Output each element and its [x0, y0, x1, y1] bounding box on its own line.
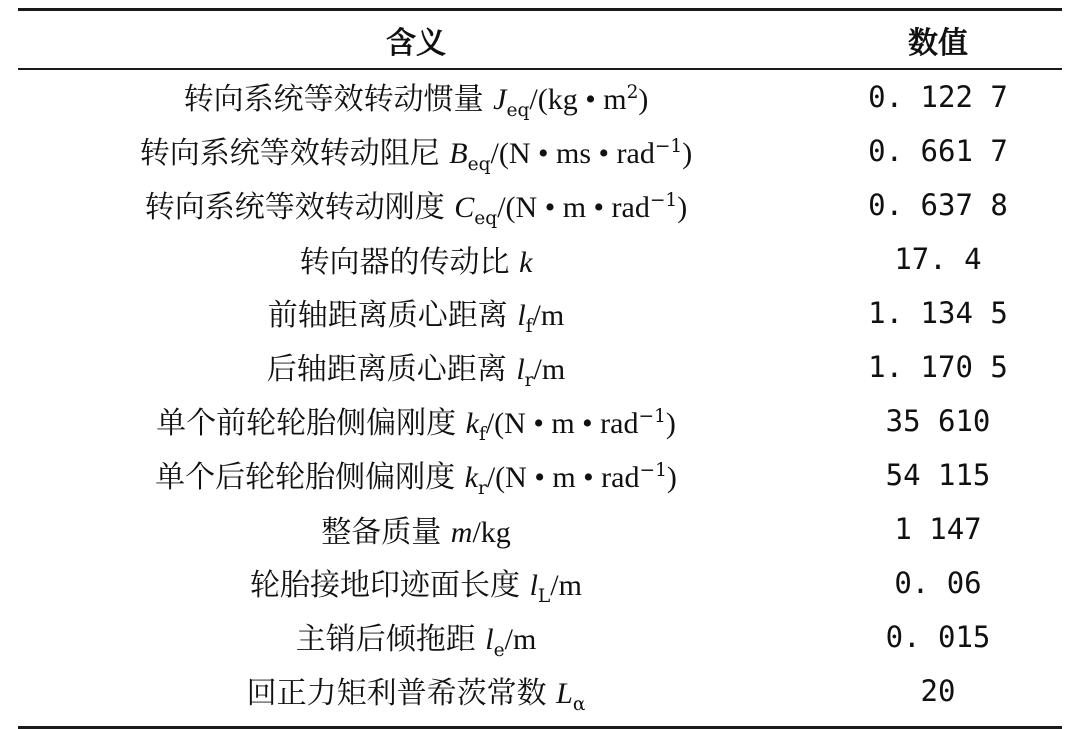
header-value: 数值	[908, 25, 968, 61]
param-unit-exponent: 2	[626, 81, 639, 103]
param-symbol: l	[517, 298, 526, 332]
param-label: 单个后轮轮胎侧偏刚度	[155, 459, 456, 495]
param-subscript: f	[525, 315, 533, 337]
param-label: 后轴距离质心距离	[266, 351, 507, 387]
table-row	[18, 394, 1062, 448]
param-symbol: l	[516, 352, 525, 386]
param-subscript: eq	[467, 153, 491, 175]
param-symbol: B	[449, 136, 468, 170]
param-unit: /(N • m • rad	[497, 190, 650, 224]
param-symbol: l	[529, 568, 538, 602]
table-row	[18, 232, 1062, 286]
cell-value: 1. 134 5	[868, 296, 1008, 330]
param-unit-close: )	[665, 406, 676, 440]
table-row	[18, 556, 1062, 610]
param-unit-exponent: −1	[654, 135, 683, 157]
param-label: 转向器的传动比	[299, 245, 510, 280]
param-subscript: α	[572, 693, 586, 715]
cell-meaning	[18, 614, 814, 661]
param-unit: /(N • ms • rad	[490, 136, 655, 170]
cell-meaning	[18, 507, 814, 551]
parameter-table	[18, 8, 1062, 729]
param-unit: /(kg • m	[529, 82, 627, 116]
param-label: 整备质量	[321, 515, 442, 550]
table-row	[18, 286, 1062, 340]
cell-meaning	[18, 668, 814, 715]
param-label: 转向系统等效转动阻尼	[139, 135, 440, 171]
cell-meaning	[18, 398, 814, 445]
table-row	[18, 70, 1062, 124]
table-row	[18, 448, 1062, 502]
param-label: 主销后倾拖距	[295, 621, 476, 657]
param-unit-close: )	[682, 136, 693, 170]
param-symbol: J	[493, 82, 507, 116]
cell-meaning	[18, 182, 814, 229]
cell-meaning	[18, 452, 814, 499]
param-label: 转向系统等效转动惯量	[183, 81, 484, 117]
cell-value: 0. 122 7	[868, 80, 1008, 114]
param-subscript: eq	[474, 207, 498, 229]
header-meaning: 含义	[386, 25, 446, 61]
cell-meaning	[18, 74, 814, 121]
param-symbol: l	[485, 622, 494, 656]
table-row	[18, 610, 1062, 664]
cell-meaning	[18, 344, 814, 391]
cell-value: 0. 015	[885, 620, 991, 654]
param-unit: /m	[532, 298, 565, 332]
cell-value: 0. 661 7	[868, 134, 1008, 168]
param-symbol: L	[556, 676, 573, 710]
param-unit: /(N • m • rad	[486, 460, 640, 494]
cell-value: 17. 4	[894, 242, 982, 276]
param-unit-close: )	[677, 190, 688, 224]
cell-meaning	[18, 128, 814, 175]
table-row	[18, 502, 1062, 556]
cell-value: 20	[920, 674, 956, 708]
param-subscript: eq	[506, 99, 530, 121]
table-row	[18, 664, 1062, 718]
cell-value: 0. 637 8	[868, 188, 1008, 222]
cell-value: 1. 170 5	[868, 350, 1008, 384]
param-subscript: e	[493, 639, 505, 661]
cell-meaning	[18, 560, 814, 607]
param-label: 转向系统等效转动刚度	[144, 189, 445, 225]
param-unit: /(N • m • rad	[485, 406, 639, 440]
cell-value: 0. 06	[894, 566, 982, 600]
param-subscript: r	[524, 369, 534, 391]
param-unit: /m	[550, 568, 582, 602]
param-unit: /m	[504, 622, 537, 656]
param-unit: /kg	[472, 516, 511, 549]
cell-value: 54 115	[885, 458, 991, 492]
param-unit-close: )	[666, 460, 677, 494]
param-symbol: m	[450, 516, 473, 549]
cell-meaning	[18, 290, 814, 337]
cell-meaning	[18, 237, 814, 281]
table-row	[18, 340, 1062, 394]
param-symbol: C	[454, 190, 475, 224]
param-unit-exponent: −1	[638, 405, 666, 427]
param-unit-exponent: −1	[639, 459, 667, 481]
param-unit: /m	[533, 352, 566, 386]
param-label: 轮胎接地印迹面长度	[250, 567, 521, 603]
param-symbol: k	[465, 406, 479, 440]
param-unit-close: )	[638, 82, 649, 116]
param-subscript: L	[537, 585, 551, 607]
param-subscript: f	[478, 423, 486, 445]
table-header-row	[18, 11, 1062, 68]
cell-value: 35 610	[885, 404, 991, 438]
param-label: 单个前轮轮胎侧偏刚度	[156, 405, 457, 441]
table-row	[18, 178, 1062, 232]
param-subscript: r	[477, 477, 487, 499]
param-label: 回正力矩利普希茨常数	[246, 675, 547, 711]
param-symbol: k	[464, 460, 478, 494]
table-row	[18, 124, 1062, 178]
table-body	[18, 70, 1062, 718]
param-symbol: k	[519, 246, 533, 279]
cell-value: 1 147	[894, 512, 982, 546]
param-unit-exponent: −1	[649, 189, 678, 211]
param-label: 前轴距离质心距离	[267, 297, 508, 333]
